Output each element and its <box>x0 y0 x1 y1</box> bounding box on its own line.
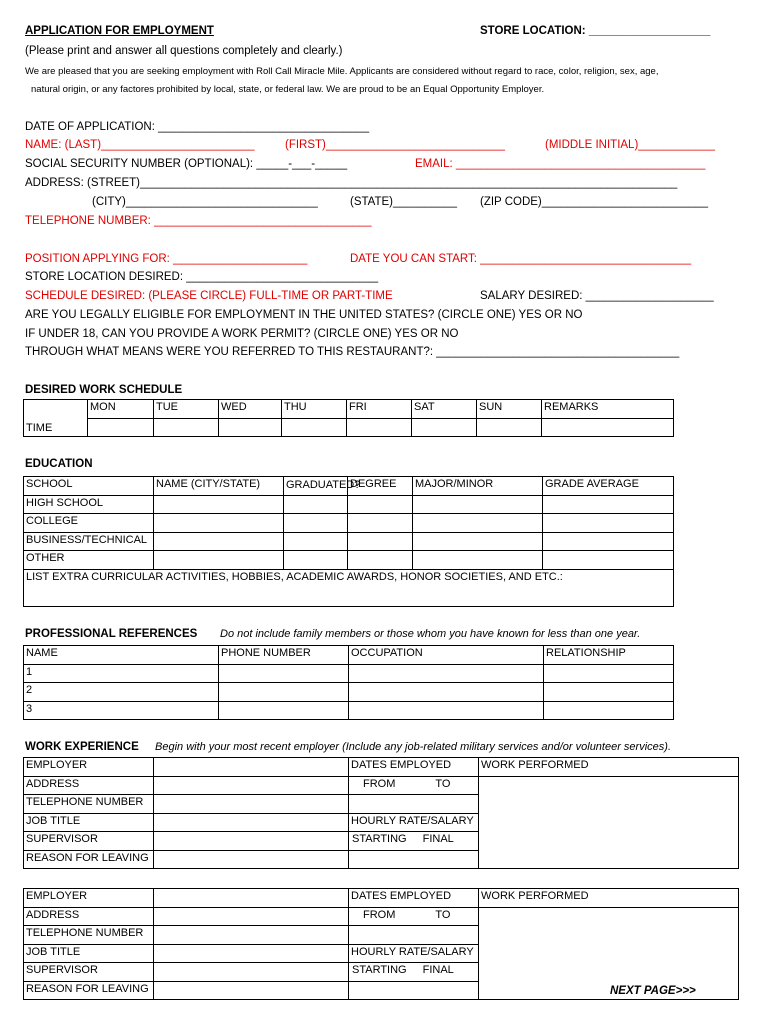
notice-line-1: We are pleased that you are seeking employment with Roll Call Miracle Mile. Applicants are considered without regard to race, color, religion, sex, age, <box>25 66 659 77</box>
employer-block-2 <box>23 888 739 1000</box>
experience-note: Begin with your most recent employer (Include any job-related military services and/or volunteer services). <box>155 741 671 753</box>
ref-cell[interactable] <box>544 683 674 702</box>
edu-cell[interactable] <box>154 514 284 533</box>
schedule-day-sat: SAT <box>412 400 477 419</box>
emp2-dates-cell[interactable] <box>349 926 479 945</box>
ssn-field[interactable]: SOCIAL SECURITY NUMBER (OPTIONAL): _____-___-_____ <box>25 158 348 170</box>
edu-cell[interactable] <box>543 551 674 570</box>
schedule-cell-thu[interactable] <box>282 418 347 437</box>
schedule-day-sun: SUN <box>477 400 542 419</box>
emp2-reason-label: REASON FOR LEAVING <box>24 981 154 1000</box>
edu-cell[interactable] <box>348 495 413 514</box>
emp2-employer-label: EMPLOYER <box>24 889 154 908</box>
emp2-supervisor-cell[interactable] <box>154 963 349 982</box>
form-title: APPLICATION FOR EMPLOYMENT <box>25 25 214 37</box>
emp2-job-title-cell[interactable] <box>154 944 349 963</box>
email-field[interactable]: EMAIL: _______________________________________ <box>415 158 706 170</box>
emp1-dates-label: DATES EMPLOYED <box>349 758 479 777</box>
schedule-day-thu: THU <box>282 400 347 419</box>
schedule-cell-fri[interactable] <box>347 418 412 437</box>
edu-row-high-school: HIGH SCHOOL <box>24 495 154 514</box>
emp2-from-to[interactable] <box>349 907 479 926</box>
schedule-cell-sun[interactable] <box>477 418 542 437</box>
emp1-telephone-cell[interactable] <box>154 795 349 814</box>
emp2-telephone-cell[interactable] <box>154 926 349 945</box>
education-heading: EDUCATION <box>25 458 93 470</box>
schedule-day-wed: WED <box>219 400 282 419</box>
emp2-final-label: FINAL <box>422 964 454 976</box>
schedule-cell-mon[interactable] <box>88 418 154 437</box>
ref-cell[interactable] <box>349 664 544 683</box>
edu-cell[interactable] <box>284 514 348 533</box>
references-table <box>23 645 674 720</box>
address-zip-field[interactable]: (ZIP CODE)__________________________ <box>480 196 709 208</box>
emp2-work-label: WORK PERFORMED <box>479 889 739 908</box>
emp2-work-cell[interactable] <box>479 907 739 1000</box>
emp1-start-final[interactable] <box>349 832 479 851</box>
emp2-hourly-label: HOURLY RATE/SALARY <box>349 944 479 963</box>
schedule-time-label: TIME <box>24 418 88 437</box>
ref-col-occupation: OCCUPATION <box>349 646 544 665</box>
emp1-dates-cell[interactable] <box>349 795 479 814</box>
edu-cell[interactable] <box>154 495 284 514</box>
referred-field[interactable]: THROUGH WHAT MEANS WERE YOU REFERRED TO THIS RESTAURANT?: ______________________________________ <box>25 346 680 358</box>
emp1-telephone-label: TELEPHONE NUMBER <box>24 795 154 814</box>
telephone-field[interactable]: TELEPHONE NUMBER: __________________________________ <box>25 215 372 227</box>
references-heading: PROFESSIONAL REFERENCES <box>25 628 198 640</box>
edu-cell[interactable] <box>413 532 543 551</box>
emp2-salary-cell[interactable] <box>349 981 479 1000</box>
schedule-cell-remarks[interactable] <box>542 418 674 437</box>
edu-cell[interactable] <box>413 495 543 514</box>
position-applying-field[interactable]: POSITION APPLYING FOR: _____________________ <box>25 253 308 265</box>
schedule-remarks-header: REMARKS <box>542 400 674 419</box>
emp1-reason-cell[interactable] <box>154 850 349 869</box>
schedule-corner <box>24 400 88 419</box>
next-page-link[interactable]: NEXT PAGE>>> <box>610 985 696 997</box>
edu-col-graduated: GRADUATED? <box>284 477 348 496</box>
edu-cell[interactable] <box>154 551 284 570</box>
emp1-address-label: ADDRESS <box>24 776 154 795</box>
emp1-supervisor-cell[interactable] <box>154 832 349 851</box>
emp2-reason-cell[interactable] <box>154 981 349 1000</box>
address-street-field[interactable]: ADDRESS: (STREET)____________________________________________________________________________________ <box>25 177 678 189</box>
emp2-address-cell[interactable] <box>154 907 349 926</box>
schedule-cell-tue[interactable] <box>154 418 219 437</box>
edu-cell[interactable] <box>284 551 348 570</box>
emp2-dates-label: DATES EMPLOYED <box>349 889 479 908</box>
edu-cell[interactable] <box>413 514 543 533</box>
schedule-table <box>23 399 674 437</box>
edu-cell[interactable] <box>543 532 674 551</box>
edu-cell[interactable] <box>543 495 674 514</box>
under18-question[interactable]: IF UNDER 18, CAN YOU PROVIDE A WORK PERMIT? (CIRCLE ONE) YES OR NO <box>25 328 459 340</box>
emp2-to-label: TO <box>435 908 451 921</box>
instructions: (Please print and answer all questions completely and clearly.) <box>25 45 343 57</box>
schedule-desired-field[interactable]: SCHEDULE DESIRED: (PLEASE CIRCLE) FULL-TIME OR PART-TIME <box>25 290 393 302</box>
ref-cell[interactable] <box>544 701 674 720</box>
emp2-starting-label: STARTING <box>352 964 407 976</box>
edu-row-other: OTHER <box>24 551 154 570</box>
ref-row-2[interactable]: 2 <box>24 683 219 702</box>
schedule-cell-wed[interactable] <box>219 418 282 437</box>
ref-cell[interactable] <box>349 701 544 720</box>
name-first-field[interactable]: (FIRST)____________________________ <box>285 139 505 151</box>
ref-col-relationship: RELATIONSHIP <box>544 646 674 665</box>
emp1-final-label: FINAL <box>422 833 454 845</box>
date-of-application-field[interactable]: DATE OF APPLICATION: _________________________________ <box>25 121 370 133</box>
edu-col-name: NAME (CITY/STATE) <box>154 477 284 496</box>
references-note: Do not include family members or those whom you have known for less than one year. <box>220 628 641 640</box>
emp1-salary-cell[interactable] <box>349 850 479 869</box>
emp2-start-final[interactable] <box>349 963 479 982</box>
emp1-work-cell[interactable] <box>479 776 739 869</box>
emp1-to-label: TO <box>435 777 451 790</box>
ref-cell[interactable] <box>219 701 349 720</box>
experience-heading: WORK EXPERIENCE <box>25 741 139 753</box>
edu-row-business: BUSINESS/TECHNICAL <box>24 532 154 551</box>
ref-cell[interactable] <box>219 664 349 683</box>
salary-desired-field[interactable]: SALARY DESIRED: ____________________ <box>480 290 714 302</box>
emp1-hourly-label: HOURLY RATE/SALARY <box>349 813 479 832</box>
ref-cell[interactable] <box>349 683 544 702</box>
emp1-job-title-cell[interactable] <box>154 813 349 832</box>
name-last-field[interactable]: NAME: (LAST)________________________ <box>25 139 255 151</box>
edu-col-major: MAJOR/MINOR <box>413 477 543 496</box>
name-middle-field[interactable]: (MIDDLE INITIAL)____________ <box>545 139 716 151</box>
emp2-from-label: FROM <box>363 908 396 921</box>
edu-cell[interactable] <box>284 495 348 514</box>
emp1-supervisor-label: SUPERVISOR <box>24 832 154 851</box>
emp1-work-label: WORK PERFORMED <box>479 758 739 777</box>
emp1-employer-cell[interactable] <box>154 758 349 777</box>
edu-cell[interactable] <box>154 532 284 551</box>
edu-extra-activities[interactable]: LIST EXTRA CURRICULAR ACTIVITIES, HOBBIES, ACADEMIC AWARDS, HONOR SOCIETIES, AND ETC.: <box>24 569 674 606</box>
schedule-heading: DESIRED WORK SCHEDULE <box>25 384 183 396</box>
ref-row-1[interactable]: 1 <box>24 664 219 683</box>
edu-cell[interactable] <box>348 514 413 533</box>
ref-row-3[interactable]: 3 <box>24 701 219 720</box>
emp2-supervisor-label: SUPERVISOR <box>24 963 154 982</box>
schedule-day-mon: MON <box>88 400 154 419</box>
emp2-job-title-label: JOB TITLE <box>24 944 154 963</box>
emp1-from-label: FROM <box>363 777 396 790</box>
edu-col-school: SCHOOL <box>24 477 154 496</box>
notice-line-2: natural origin, or any factores prohibited by local, state, or federal law. We are proud to be an Equal Opportunity Employer. <box>31 84 545 95</box>
date-start-field[interactable]: DATE YOU CAN START: _________________________________ <box>350 253 692 265</box>
address-state-field[interactable]: (STATE)__________ <box>350 196 457 208</box>
schedule-day-tue: TUE <box>154 400 219 419</box>
emp2-employer-cell[interactable] <box>154 889 349 908</box>
edu-cell[interactable] <box>348 532 413 551</box>
emp1-starting-label: STARTING <box>352 833 407 845</box>
ref-cell[interactable] <box>219 683 349 702</box>
schedule-day-fri: FRI <box>347 400 412 419</box>
emp1-job-title-label: JOB TITLE <box>24 813 154 832</box>
emp1-reason-label: REASON FOR LEAVING <box>24 850 154 869</box>
emp2-telephone-label: TELEPHONE NUMBER <box>24 926 154 945</box>
edu-col-grade: GRADE AVERAGE <box>543 477 674 496</box>
eligible-question[interactable]: ARE YOU LEGALLY ELIGIBLE FOR EMPLOYMENT IN THE UNITED STATES? (CIRCLE ONE) YES OR NO <box>25 309 583 321</box>
emp1-from-to[interactable] <box>349 776 479 795</box>
ref-col-phone: PHONE NUMBER <box>219 646 349 665</box>
store-location-field[interactable]: STORE LOCATION: ___________________ <box>480 25 711 37</box>
education-table <box>23 476 674 607</box>
edu-cell[interactable] <box>284 532 348 551</box>
emp2-address-label: ADDRESS <box>24 907 154 926</box>
emp1-employer-label: EMPLOYER <box>24 758 154 777</box>
emp1-address-cell[interactable] <box>154 776 349 795</box>
schedule-cell-sat[interactable] <box>412 418 477 437</box>
edu-cell[interactable] <box>413 551 543 570</box>
employer-block-1 <box>23 757 739 869</box>
edu-col-degree: DEGREE <box>348 477 413 496</box>
edu-cell[interactable] <box>543 514 674 533</box>
ref-cell[interactable] <box>544 664 674 683</box>
ref-col-name: NAME <box>24 646 219 665</box>
edu-row-college: COLLEGE <box>24 514 154 533</box>
store-desired-field[interactable]: STORE LOCATION DESIRED: ______________________________ <box>25 271 379 283</box>
address-city-field[interactable]: (CITY)______________________________ <box>92 196 318 208</box>
edu-cell[interactable] <box>348 551 413 570</box>
